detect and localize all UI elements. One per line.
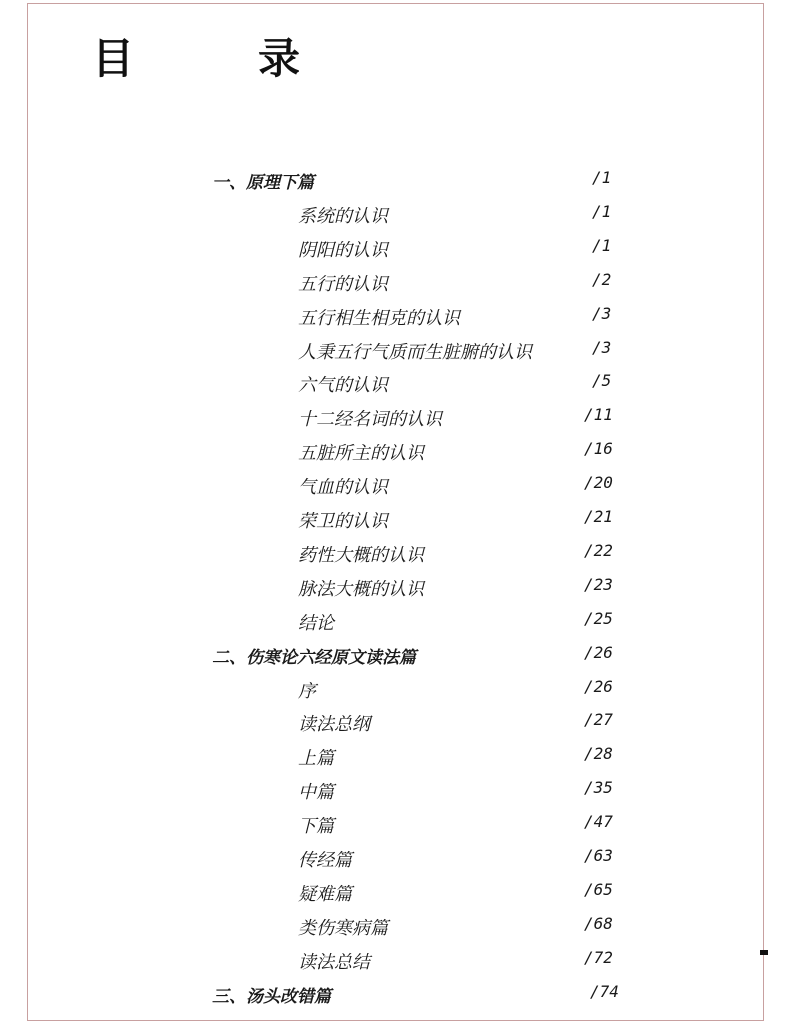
toc-entry-title: 五脏所主的认识 bbox=[298, 443, 424, 464]
toc-section-title: 一、原理下篇 bbox=[212, 173, 314, 193]
toc-entry-title: 阴阳的认识 bbox=[298, 240, 388, 261]
toc-page-number: /22 bbox=[584, 541, 613, 560]
toc-page-number: /35 bbox=[584, 778, 613, 797]
toc-section-title: 二、伤寒论六经原文读法篇 bbox=[212, 648, 416, 668]
toc-entry-row bbox=[0, 744, 790, 774]
toc-entry-row bbox=[0, 371, 790, 401]
toc-page-number: /68 bbox=[584, 914, 613, 933]
toc-entry-row bbox=[0, 236, 790, 266]
toc-page-number: /1 bbox=[592, 202, 612, 221]
toc-page-number: /72 bbox=[584, 948, 613, 967]
page-title-char-1: 目 bbox=[92, 34, 135, 83]
toc-section-row bbox=[0, 982, 790, 1012]
toc-page-number: /11 bbox=[584, 405, 613, 424]
toc-entry-title: 五行相生相克的认识 bbox=[298, 308, 460, 329]
toc-entry-row bbox=[0, 270, 790, 300]
toc-page-number: /3 bbox=[592, 304, 612, 323]
toc-entry-row bbox=[0, 948, 790, 978]
toc-page-number: /25 bbox=[584, 609, 613, 628]
toc-page-number: /26 bbox=[584, 643, 613, 662]
toc-entry-title: 传经篇 bbox=[298, 850, 352, 871]
toc-entry-row bbox=[0, 609, 790, 639]
toc-entry-row bbox=[0, 575, 790, 605]
toc-entry-title: 类伤寒病篇 bbox=[298, 918, 388, 939]
page-title-char-2: 录 bbox=[258, 34, 301, 83]
toc-page-number: /20 bbox=[584, 473, 613, 492]
toc-page-number: /26 bbox=[584, 677, 613, 696]
toc-page-number: /1 bbox=[592, 236, 612, 255]
toc-entry-title: 六气的认识 bbox=[298, 375, 388, 396]
toc-entry-row bbox=[0, 507, 790, 537]
toc-entry-row bbox=[0, 778, 790, 808]
toc-section-row bbox=[0, 168, 790, 198]
toc-entry-row bbox=[0, 473, 790, 503]
toc-page-number: /3 bbox=[592, 338, 612, 357]
scan-mark bbox=[760, 950, 768, 955]
toc-section-title: 三、汤头改错篇 bbox=[212, 987, 331, 1007]
toc-entry-title: 十二经名词的认识 bbox=[298, 409, 442, 430]
toc-entry-row bbox=[0, 541, 790, 571]
toc-entry-row bbox=[0, 338, 790, 368]
toc-section-row bbox=[0, 643, 790, 673]
toc-page-number: /27 bbox=[584, 710, 613, 729]
toc-entry-title: 结论 bbox=[298, 613, 334, 634]
toc-entry-row bbox=[0, 439, 790, 469]
toc-entry-title: 气血的认识 bbox=[298, 477, 388, 498]
toc-entry-row bbox=[0, 846, 790, 876]
toc-entry-row bbox=[0, 304, 790, 334]
toc-page-number: /21 bbox=[584, 507, 613, 526]
toc-entry-row bbox=[0, 405, 790, 435]
toc-page-number: /2 bbox=[592, 270, 612, 289]
toc-entry-title: 脉法大概的认识 bbox=[298, 579, 424, 600]
toc-entry-title: 疑难篇 bbox=[298, 884, 352, 905]
toc-page-number: /5 bbox=[592, 371, 612, 390]
toc-page-number: /28 bbox=[584, 744, 613, 763]
toc-page-number: /63 bbox=[584, 846, 613, 865]
toc-entry-title: 读法总纲 bbox=[298, 714, 370, 735]
toc-entry-title: 下篇 bbox=[298, 816, 334, 837]
toc-entry-title: 上篇 bbox=[298, 748, 334, 769]
toc-page-number: /23 bbox=[584, 575, 613, 594]
toc-entry-title: 药性大概的认识 bbox=[298, 545, 424, 566]
toc-page-number: /47 bbox=[584, 812, 613, 831]
toc-entry-title: 读法总结 bbox=[298, 952, 370, 973]
toc-entry-row bbox=[0, 710, 790, 740]
toc-entry-title: 五行的认识 bbox=[298, 274, 388, 295]
toc-entry-row bbox=[0, 812, 790, 842]
toc-entry-row bbox=[0, 914, 790, 944]
toc-page-number: /74 bbox=[590, 982, 619, 1001]
toc-entry-row bbox=[0, 677, 790, 707]
toc-entry-row bbox=[0, 880, 790, 910]
toc-entry-row bbox=[0, 202, 790, 232]
toc-page-number: /65 bbox=[584, 880, 613, 899]
toc-entry-title: 人秉五行气质而生脏腑的认识 bbox=[298, 342, 532, 363]
toc-entry-title: 系统的认识 bbox=[298, 206, 388, 227]
toc-page-number: /16 bbox=[584, 439, 613, 458]
toc-entry-title: 中篇 bbox=[298, 782, 334, 803]
toc-entry-title: 序 bbox=[298, 681, 316, 702]
toc-page-number: /1 bbox=[592, 168, 612, 187]
toc-entry-title: 荣卫的认识 bbox=[298, 511, 388, 532]
